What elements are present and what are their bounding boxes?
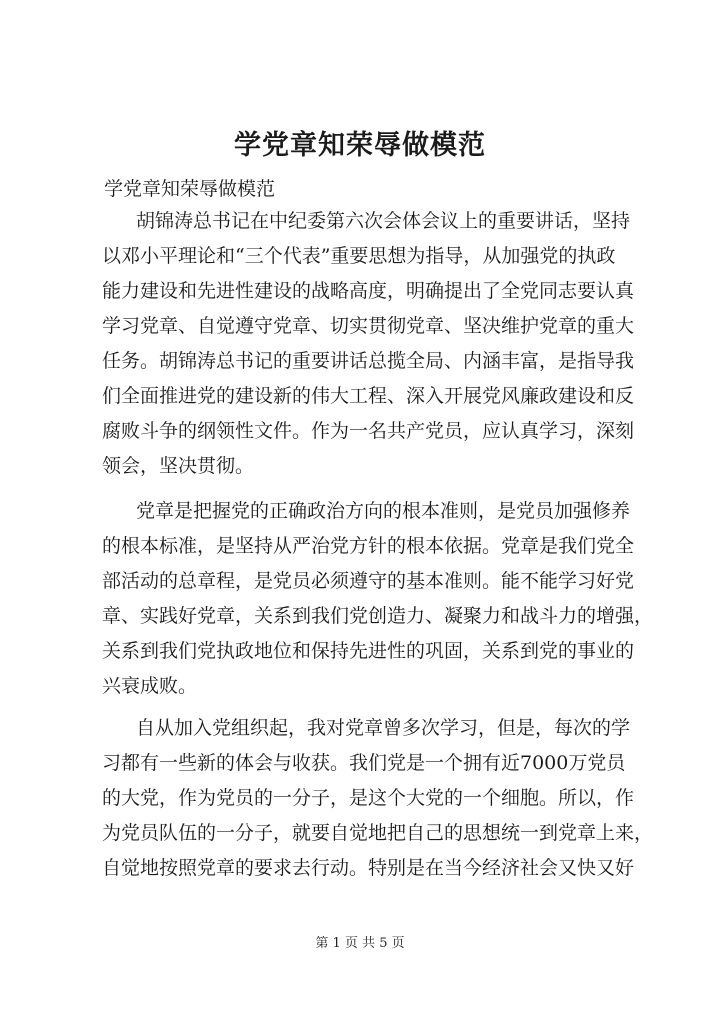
paragraph-3-line-5: 自觉地按照党章的要求去行动。特别是在当今经济社会又快又好 (102, 857, 635, 879)
document-title: 学党章知荣辱做模范 (234, 130, 486, 161)
page-number-footer: 第 1 页 共 5 页 (315, 936, 405, 951)
paragraph-1-line-5: 任务。胡锦涛总书记的重要讲话总揽全局、内涵丰富，是指导我 (102, 350, 635, 372)
paragraph-3-line-4: 为党员队伍的一分子，就要自觉地把自己的思想统一到党章上来， (102, 822, 654, 844)
paragraph-1-line-3: 能力建设和先进性建设的战略高度，明确提出了全党同志要认真 (102, 280, 635, 302)
paragraph-1-line-1: 胡锦涛总书记在中纪委第六次会体会议上的重要讲话，坚持 (136, 210, 631, 232)
paragraph-2-line-3: 部活动的总章程，是党员必须遵守的基本准则。能不能学习好党 (102, 570, 635, 592)
paragraph-3-line-3: 的大党，作为党员的一分子，是这个大党的一个细胞。所以，作 (102, 787, 635, 809)
paragraph-1-line-8: 领会，坚决贯彻。 (102, 455, 255, 477)
paragraph-2-line-1: 党章是把握党的正确政治方向的根本准则，是党员加强修养 (136, 500, 631, 522)
document-subtitle: 学党章知荣辱做模范 (104, 178, 276, 200)
paragraph-1-line-4: 学习党章、自觉遵守党章、切实贯彻党章、坚决维护党章的重大 (102, 315, 635, 337)
paragraph-1-line-2: 以邓小平理论和“三个代表”重要思想为指导，从加强党的执政 (102, 245, 616, 267)
paragraph-3-line-2: 习都有一些新的体会与收获。我们党是一个拥有近7000万党员 (102, 752, 626, 774)
paragraph-1-line-6: 们全面推进党的建设新的伟大工程、深入开展党风廉政建设和反 (102, 385, 635, 407)
paragraph-2-line-4: 章、实践好党章，关系到我们党创造力、凝聚力和战斗力的增强， (102, 605, 654, 627)
paragraph-3-line-1: 自从加入党组织起，我对党章曾多次学习，但是，每次的学 (136, 717, 631, 739)
paragraph-2-line-6: 兴衰成败。 (102, 675, 198, 697)
paragraph-2-line-5: 关系到我们党执政地位和保持先进性的巩固，关系到党的事业的 (102, 640, 635, 662)
paragraph-2-line-2: 的根本标准，是坚持从严治党方针的根本依据。党章是我们党全 (102, 535, 635, 557)
paragraph-1-line-7: 腐败斗争的纲领性文件。作为一名共产党员，应认真学习，深刻 (102, 420, 635, 442)
